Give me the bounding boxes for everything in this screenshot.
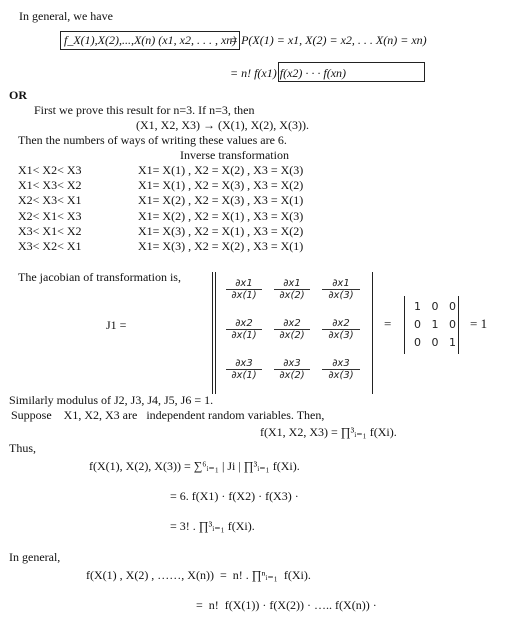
inverse-row: X1= X(2) , X2 = X(1) , X3 = X(3) <box>138 208 304 223</box>
product-rhs: = n! f(x1) f(x2) · · · f(xn) <box>230 66 347 80</box>
inverse-row: X1= X(1) , X2 = X(2) , X3 = X(3) <box>138 163 304 177</box>
similarly-line: Similarly modulus of J2, J3, J4, J5, J6 = 1. <box>9 393 214 407</box>
matrix-bar-left <box>212 272 213 394</box>
jacobian-cell: $\frac{\partial x2}{\partial x(2)}$ <box>274 318 310 341</box>
inverse-list <box>138 163 303 254</box>
inverse-row: X1= X(3) , X2 = X(2) , X3 = X(1) <box>138 239 304 254</box>
thus-eq-1: f(X(1), X(2), X(3)) = ∑⁶ᵢ₌₁ | Ji | ∏³ᵢ₌₁ f(Xi). <box>89 459 300 473</box>
or-label: OR <box>9 88 27 102</box>
equals-sign: = <box>384 316 392 331</box>
jacobian-line: The jacobian of transformation is, <box>18 270 181 284</box>
ordering-row: X3< X2< X1 <box>18 239 82 254</box>
general-eq-2: = n! f(X(1)) · f(X(2)) · ….. f(X(n)) · <box>196 598 377 612</box>
proof-line-1: First we prove this result for n=3. If n=3, then <box>34 103 255 117</box>
inverse-row: X1= X(2) , X2 = X(3) , X3 = X(1) <box>138 193 304 208</box>
ordering-row: X2< X3< X1 <box>18 193 82 208</box>
ordering-row: X1< X2< X3 <box>18 163 82 177</box>
j1-label: J1 = <box>106 318 127 332</box>
joint-pdf-lhs: f_X(1),X(2),...,X(n) (x1, x2, . . . , xn) <box>60 31 240 50</box>
identity-row: 0 1 0 <box>414 318 456 331</box>
suppose-line: Suppose X1, X2, X3 are independent random variables. Then, <box>11 408 325 422</box>
general-label: In general, <box>9 550 61 564</box>
jacobian-cell: $\frac{\partial x3}{\partial x(2)}$ <box>274 358 310 381</box>
jacobian-cell: $\frac{\partial x2}{\partial x(1)}$ <box>226 318 262 341</box>
ordering-row: X1< X3< X2 <box>18 178 82 193</box>
thus-eq-2: = 6. f(X1) · f(X2) · f(X3) · <box>170 489 299 503</box>
matrix-bar-right <box>372 272 373 394</box>
thus-eq-3: = 3! . ∏³ᵢ₌₁ f(Xi). <box>170 519 255 533</box>
ordering-row: X2< X1< X3 <box>18 208 82 223</box>
identity-row: 1 0 0 <box>414 300 456 313</box>
jacobian-cell: $\frac{\partial x1}{\partial x(2)}$ <box>274 278 310 301</box>
jacobian-cell: $\frac{\partial x1}{\partial x(3)}$ <box>322 278 360 301</box>
proof-line-2: (X1, X2, X3) → (X(1), X(2), X(3)). <box>136 118 309 132</box>
identity-bar-right <box>458 296 459 354</box>
ways-line: Then the numbers of ways of writing these values are 6. <box>18 133 287 147</box>
thus-label: Thus, <box>9 441 36 455</box>
inverse-title: Inverse transformation <box>180 148 289 162</box>
inverse-row: X1= X(1) , X2 = X(3) , X3 = X(2) <box>138 178 304 193</box>
ordering-row: X3< X1< X2 <box>18 223 82 238</box>
jacobian-matrix <box>212 272 376 394</box>
product-rhs-box <box>278 62 425 82</box>
matrix-bar-left-inner <box>215 272 216 394</box>
ordering-list <box>18 163 82 254</box>
identity-row: 0 0 1 <box>414 336 456 349</box>
jacobian-cell: $\frac{\partial x3}{\partial x(3)}$ <box>322 358 360 381</box>
identity-matrix <box>404 296 460 354</box>
jacobian-cell: $\frac{\partial x2}{\partial x(3)}$ <box>322 318 360 341</box>
jacobian-cell: $\frac{\partial x1}{\partial x(1)}$ <box>226 278 262 301</box>
intro-line: In general, we have <box>19 9 113 23</box>
j1-result: = 1 <box>470 316 488 331</box>
identity-bar-left <box>404 296 405 354</box>
probability-rhs: = P(X(1) = x1, X(2) = x2, . . . X(n) = xn) <box>230 33 427 47</box>
general-eq-1: f(X(1) , X(2) , ……, X(n)) = n! . ∏ⁿᵢ₌₁ f(Xi). <box>86 568 311 582</box>
jacobian-cell: $\frac{\partial x3}{\partial x(1)}$ <box>226 358 262 381</box>
inverse-row: X1= X(3) , X2 = X(1) , X3 = X(2) <box>138 223 304 238</box>
independence-eq: f(X1, X2, X3) = ∏³ᵢ₌₁ f(Xi). <box>260 425 397 439</box>
